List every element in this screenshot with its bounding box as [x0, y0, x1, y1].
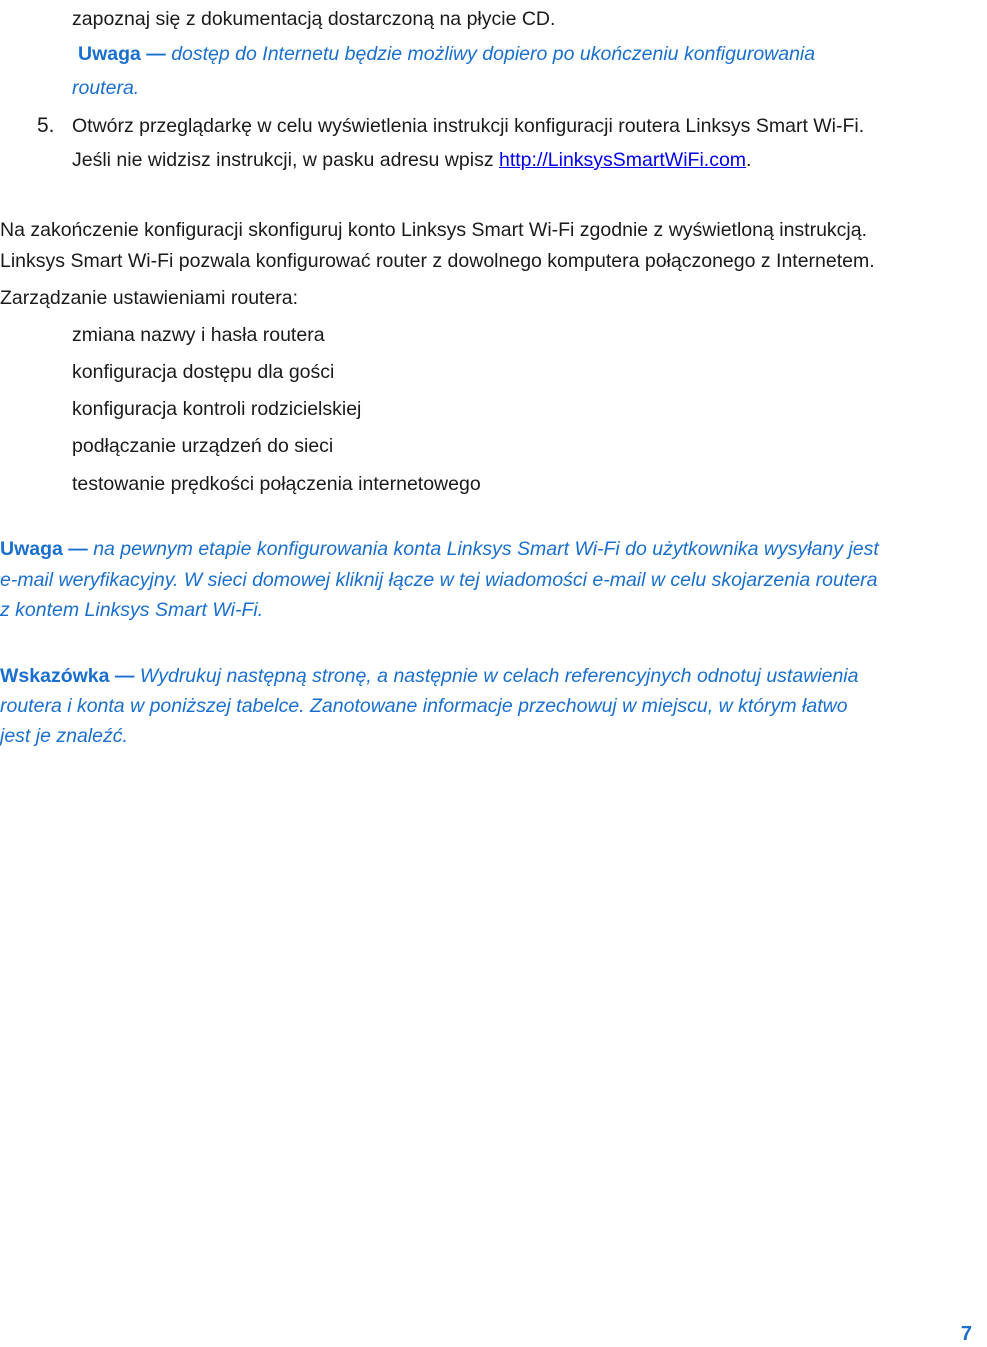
note2-label: Uwaga —	[0, 538, 88, 560]
tip-label: Wskazówka —	[0, 665, 135, 687]
note2-line2: e-mail weryfikacyjny. W sieci domowej kliknij łącze w tej wiadomości e-mail w celu skojarzenia routera	[0, 569, 878, 591]
step-number: 5.	[37, 114, 55, 137]
linksys-link[interactable]: http://LinksysSmartWiFi.com	[499, 149, 747, 171]
step4-note-cont: routera.	[72, 77, 140, 99]
intro-line1: Na zakończenie konfiguracji skonfiguruj konto Linksys Smart Wi-Fi zgodnie z wyświetloną instrukcją.	[0, 219, 868, 241]
step5-line1: Otwórz przeglądarkę w celu wyświetlenia instrukcji konfiguracji routera Linksys Smart Wi-Fi.	[72, 115, 865, 137]
step4-tail: zapoznaj się z dokumentacją dostarczoną na płycie CD.	[72, 8, 556, 30]
tip-line2: routera i konta w poniższej tabelce. Zanotowane informacje przechowuj w miejscu, w którym łatwo	[0, 695, 848, 717]
note-label: Uwaga —	[78, 43, 166, 65]
step5-line2-suffix: .	[746, 149, 752, 171]
step4-note	[78, 41, 815, 67]
feature-item: konfiguracja kontroli rodzicielskiej	[72, 398, 362, 420]
tip-line1	[0, 663, 858, 689]
feature-item: podłączanie urządzeń do sieci	[72, 435, 334, 457]
note-text: dostęp do Internetu będzie możliwy dopiero po ukończeniu konfigurowania	[171, 43, 816, 65]
page-number: 7	[960, 1323, 972, 1345]
note2-line1	[0, 536, 879, 562]
note2-text: na pewnym etapie konfigurowania konta Linksys Smart Wi-Fi do użytkownika wysyłany jest	[93, 538, 879, 560]
tip-text: Wydrukuj następną stronę, a następnie w celach referencyjnych odnotuj ustawienia	[139, 665, 859, 687]
step5-line2	[72, 147, 751, 173]
feature-item: testowanie prędkości połączenia internetowego	[72, 473, 481, 495]
note2-line3: z kontem Linksys Smart Wi-Fi.	[0, 599, 264, 621]
intro-line3: Zarządzanie ustawieniami routera:	[0, 287, 299, 309]
intro-line2: Linksys Smart Wi-Fi pozwala konfigurować router z dowolnego komputera połączonego z Internetem.	[0, 250, 875, 272]
tip-line3: jest je znaleźć.	[0, 725, 128, 747]
feature-item: zmiana nazwy i hasła routera	[72, 324, 325, 346]
step5-line2-prefix: Jeśli nie widzisz instrukcji, w pasku adresu wpisz	[72, 149, 494, 171]
feature-item: konfiguracja dostępu dla gości	[72, 361, 335, 383]
